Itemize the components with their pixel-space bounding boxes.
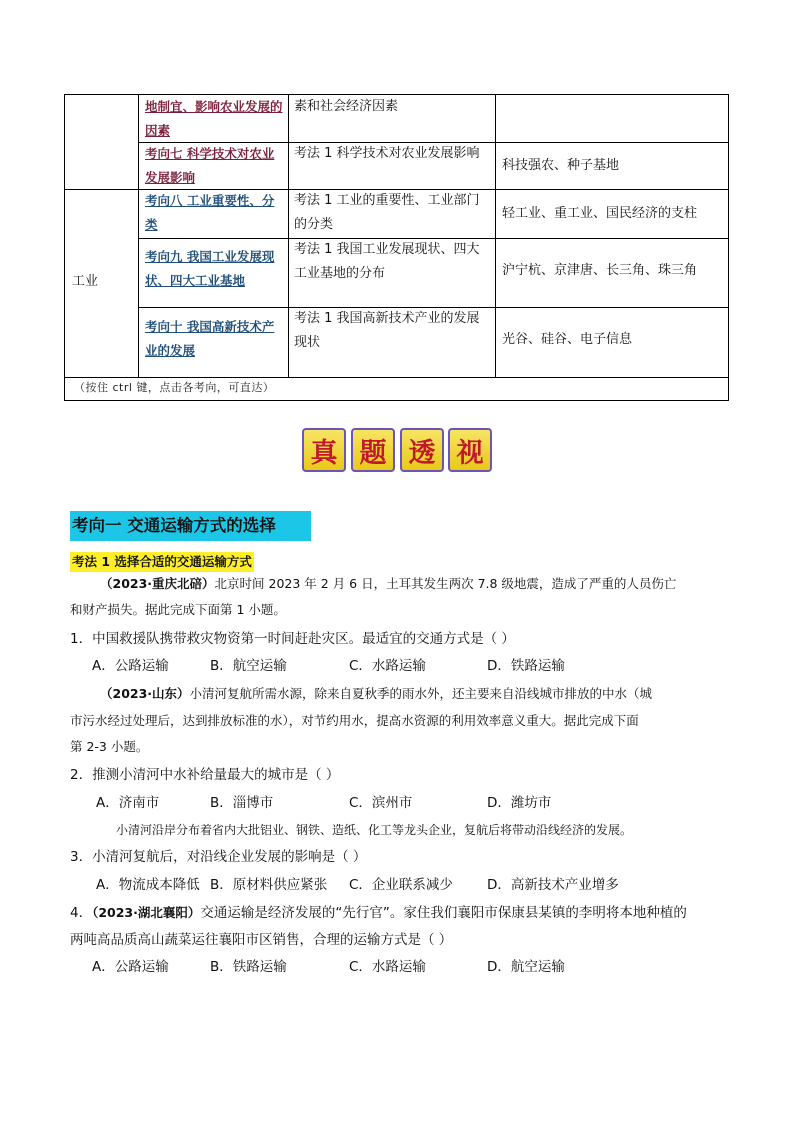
option-a[interactable]: A．公路运输	[92, 959, 169, 975]
topic-link-agriculture-factors[interactable]: 地制宜、影响农业发展的因素	[145, 99, 283, 138]
banner-tile: 透	[400, 428, 444, 472]
passage-2-line-2: 市污水经过处理后，达到排放标准的水），对节约用水，提高水资源的利用效率意义重大。据此完成下面	[70, 713, 639, 728]
option-a[interactable]: A．物流成本降低	[96, 877, 200, 893]
question-4-stem-line-1	[70, 903, 687, 923]
method-cell: 考法 1 我国工业发展现状、四大工业基地的分布	[294, 242, 480, 281]
option-d[interactable]: D．铁路运输	[487, 658, 565, 674]
passage-1-line-2: 和财产损失。据此完成下面第 1 小题。	[70, 602, 286, 617]
method-cell: 考法 1 我国高新技术产业的发展现状	[294, 311, 480, 350]
question-1-stem: 1．中国救援队携带救灾物资第一时间赶赴灾区。最适宜的交通方式是（ ）	[70, 631, 515, 647]
option-d[interactable]: D．高新技术产业增多	[487, 877, 619, 893]
method-cell: 考法 1 科学技术对农业发展影响	[294, 146, 480, 161]
method-cell: 考法 1 工业的重要性、工业部门的分类	[294, 193, 480, 232]
question-text: 交通运输是经济发展的“先行官”。家住我们襄阳市保康县某镇的李明将本地种植的	[200, 905, 687, 921]
ctrl-click-note: （按住 ctrl 键，点击各考向，可直达）	[74, 381, 275, 394]
passage-3-line-1: 小清河沿岸分布着省内大批铝业、钢铁、造纸、化工等龙头企业，复航后将带动沿线经济的发展。	[116, 823, 633, 837]
passage-text: 小清河复航所需水源，除来自夏秋季的雨水外，还主要来自沿线城市排放的中水（城	[189, 686, 653, 701]
topic-link-7[interactable]: 考向七 科学技术对农业发展影响	[145, 146, 275, 185]
passage-text: 北京时间 2023 年 2 月 6 日，土耳其发生两次 7.8 级地震，造成了严重的人员伤亡	[214, 576, 677, 591]
passage-2-line-3: 第 2-3 小题。	[70, 739, 149, 754]
keyword-cell: 科技强农、种子基地	[502, 158, 620, 173]
banner-tile: 题	[351, 428, 395, 472]
topic-link-10[interactable]: 考向十 我国高新技术产业的发展	[145, 319, 275, 358]
option-c[interactable]: C．企业联系减少	[349, 877, 453, 893]
table-col-divider	[138, 95, 139, 377]
option-b[interactable]: B．铁路运输	[210, 959, 287, 975]
question-4-stem-line-2: 两吨高品质高山蔬菜运往襄阳市区销售，合理的运输方式是（ ）	[70, 932, 453, 948]
option-c[interactable]: C．水路运输	[349, 658, 426, 674]
option-c[interactable]: C．滨州市	[349, 795, 413, 811]
topic-link-9[interactable]: 考向九 我国工业发展现状、四大工业基地	[145, 249, 275, 288]
source-tag: （2023·山东）	[100, 686, 190, 701]
question-2-stem: 2．推测小清河中水补给量最大的城市是（ ）	[70, 767, 340, 783]
keyword-cell: 沪宁杭、京津唐、长三角、珠三角	[502, 263, 698, 278]
banner-tile: 视	[448, 428, 492, 472]
category-industry: 工业	[72, 274, 99, 289]
option-a[interactable]: A．济南市	[96, 795, 160, 811]
method-cell: 素和社会经济因素	[294, 99, 399, 114]
option-b[interactable]: B．原材料供应紧张	[210, 877, 328, 893]
table-col-divider	[288, 95, 289, 377]
source-tag: （2023·重庆北碚）	[100, 576, 215, 591]
option-a[interactable]: A．公路运输	[92, 658, 169, 674]
option-b[interactable]: B．航空运输	[210, 658, 287, 674]
passage-2-line-1	[100, 684, 652, 704]
method-heading: 考法 1 选择合适的交通运输方式	[70, 552, 254, 572]
option-b[interactable]: B．淄博市	[210, 795, 274, 811]
option-d[interactable]: D．航空运输	[487, 959, 565, 975]
section-title: 考向一 交通运输方式的选择	[70, 511, 311, 541]
table-col-divider	[495, 95, 496, 377]
question-number: 4．	[70, 905, 93, 921]
option-d[interactable]: D．潍坊市	[487, 795, 552, 811]
banner-tile: 真	[302, 428, 346, 472]
exam-topic-table	[64, 94, 729, 401]
option-c[interactable]: C．水路运输	[349, 959, 426, 975]
source-tag: （2023·湖北襄阳）	[92, 905, 201, 920]
keyword-cell: 轻工业、重工业、国民经济的支柱	[502, 206, 698, 221]
topic-link-8[interactable]: 考向八 工业重要性、分类	[145, 193, 275, 232]
passage-1-line-1	[100, 574, 676, 594]
question-3-stem: 3．小清河复航后，对沿线企业发展的影响是（ ）	[70, 849, 367, 865]
keyword-cell: 光谷、硅谷、电子信息	[502, 332, 633, 347]
